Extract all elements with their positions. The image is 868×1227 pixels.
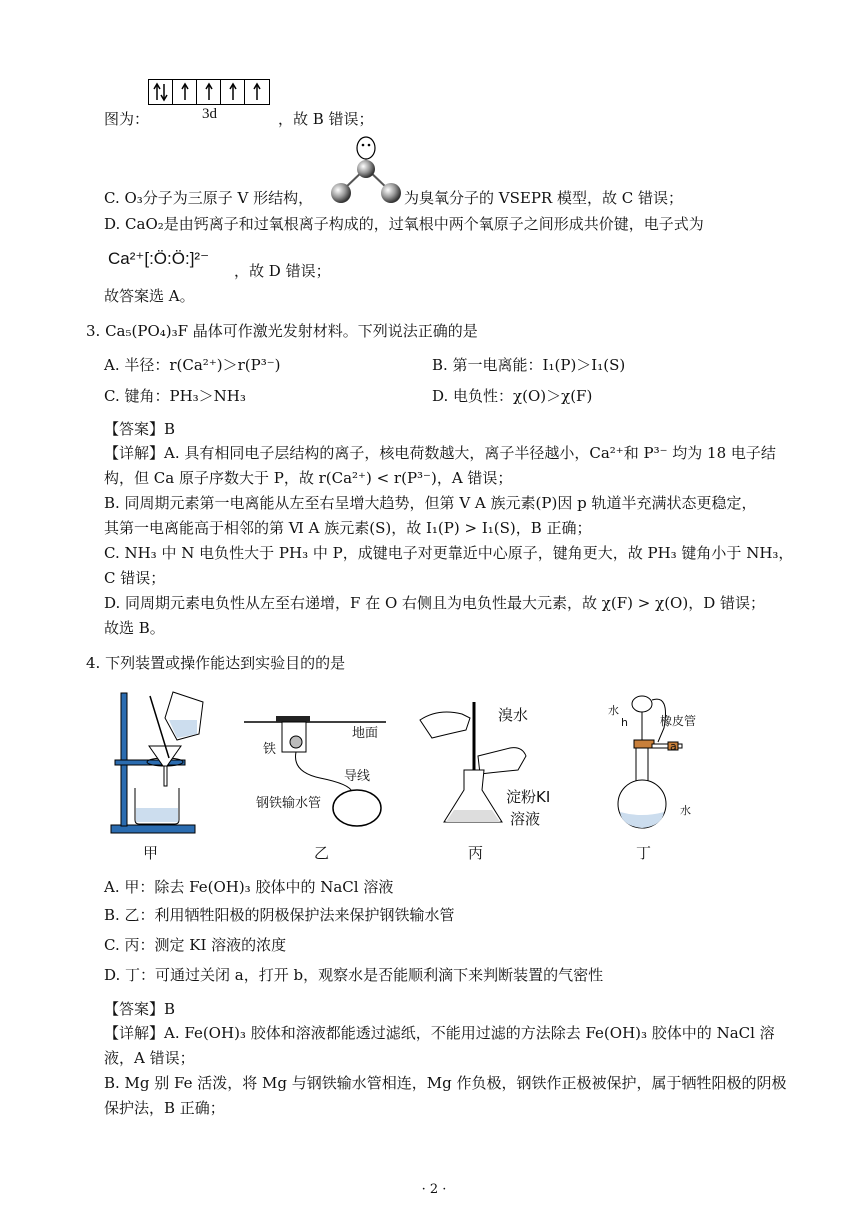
ding-h-label: h [621,716,628,729]
q4-explanation-line: 【详解】A. Fe(OH)₃ 胶体和溶液都能透过滤纸，不能用过滤的方法除去 Fe(OH)₃ 胶体中的 NaCl 溶 [104,1024,775,1042]
q4-answer: 【答案】B [104,1000,176,1018]
cao2-electron-formula: Ca²⁺[:Ö:Ö:]²⁻ [108,249,210,268]
apparatus-jia-filtration [105,688,215,838]
yi-pipe-label: 钢铁输水管 [256,796,322,811]
q4-explanation-line: 保护法，B 正确； [104,1099,225,1117]
q3-option-d: D. 电负性：χ(O)＞χ(F) [432,387,593,405]
ozone-vsepr-model [326,132,406,212]
orbital-box-up [197,80,221,104]
page-number: · 2 · [421,1182,447,1197]
ding-water-top-label: 水 [608,704,619,717]
q4-explanation-line: B. Mg 别 Fe 活泼，将 Mg 与钢铁输水管相连，Mg 作负极，钢铁作正极被保护，属于牺牲阳极的阴极 [104,1074,787,1092]
option-d-line1: D. CaO₂是由钙离子和过氧根离子构成的，过氧根中两个氧原子之间形成共价键，电子式为 [104,215,704,233]
q4-explanation-line: 液，A 错误； [104,1049,195,1067]
q3-option-c: C. 键角：PH₃＞NH₃ [104,387,246,405]
q3-explanation-line: D. 同周期元素电负性从左至右递增，F 在 O 右侧且为电负性最大元素，故 χ(F) > χ(O)，D 错误； [104,594,765,612]
figure-prefix: 图为： [104,110,150,128]
conclusion: 故答案选 A。 [104,287,195,305]
option-c-prefix: C. O₃分子为三原子 V 形结构， [104,189,314,207]
q4-option-a: A. 甲：除去 Fe(OH)₃ 胶体中的 NaCl 溶液 [104,878,394,896]
q3-explanation-line: 【详解】A. 具有相同电子层结构的离子，核电荷数越大，离子半径越小，Ca²⁺和 P³⁻ 均为 18 电子结 [104,444,776,462]
ding-a-label: a [670,740,677,753]
q3-explanation-line: 故选 B。 [104,619,165,637]
q3-explanation-line: C 错误； [104,569,166,587]
ding-water-bottom-label: 水 [680,804,691,817]
figure-label-bing: 丙 [468,844,484,862]
q3-explanation-line: 其第一电离能高于相邻的第 Ⅵ A 族元素(S)，故 I₁(P) > I₁(S)，B 正确； [104,519,592,537]
figure-label-ding: 丁 [636,844,652,862]
ding-tube-label: 橡皮管 [660,714,697,728]
orbital-box-up [245,80,269,104]
3d-orbital-diagram [148,79,270,105]
bing-starch-label: 淀粉KI [506,788,551,806]
orbital-box-up [221,80,245,104]
q3-explanation-line: 构，但 Ca 原子序数大于 P，故 r(Ca²⁺) < r(P³⁻)，A 错误； [104,469,513,487]
q4-option-b: B. 乙：利用牺牲阳极的阴极保护法来保护钢铁输水管 [104,906,455,924]
option-d-suffix: ，故 D 错误； [234,262,331,280]
q3-stem: 3. Ca₅(PO₄)₃F 晶体可作激光发射材料。下列说法正确的是 [86,322,478,340]
orbital-box-paired [149,80,173,104]
yi-ground-label: 地面 [352,726,379,741]
yi-iron-label: 铁 [263,742,277,757]
q3-option-b: B. 第一电离能：I₁(P)＞I₁(S) [432,356,626,374]
q3-explanation-line: B. 同周期元素第一电离能从左至右呈增大趋势，但第 Ⅴ A 族元素(P)因 p 轨道半充满状态更稳定， [104,494,757,512]
option-c-suffix: 为臭氧分子的 VSEPR 模型，故 C 错误； [404,189,683,207]
q3-explanation-line: C. NH₃ 中 N 电负性大于 PH₃ 中 P，成键电子对更靠近中心原子，键角更大，故 PH₃ 键角小于 NH₃， [104,544,794,562]
figure-suffix: ，故 B 错误； [278,110,374,128]
q4-stem: 4. 下列装置或操作能达到实验目的的是 [86,654,346,672]
orbital-box-up [173,80,197,104]
q4-option-d: D. 丁：可通过关闭 a，打开 b，观察水是否能顺利滴下来判断装置的气密性 [104,966,604,984]
q3-answer: 【答案】B [104,420,176,438]
figure-label-yi: 乙 [314,844,330,862]
figure-label-jia: 甲 [143,844,159,862]
q4-option-c: C. 丙：测定 KI 溶液的浓度 [104,936,287,954]
q3-option-a: A. 半径：r(Ca²⁺)＞r(P³⁻) [104,356,281,374]
orbital-label: 3d [202,106,217,122]
bing-bromine-label: 溴水 [498,706,529,724]
bing-solution-label: 溶液 [510,810,541,828]
yi-wire-label: 导线 [344,769,371,784]
